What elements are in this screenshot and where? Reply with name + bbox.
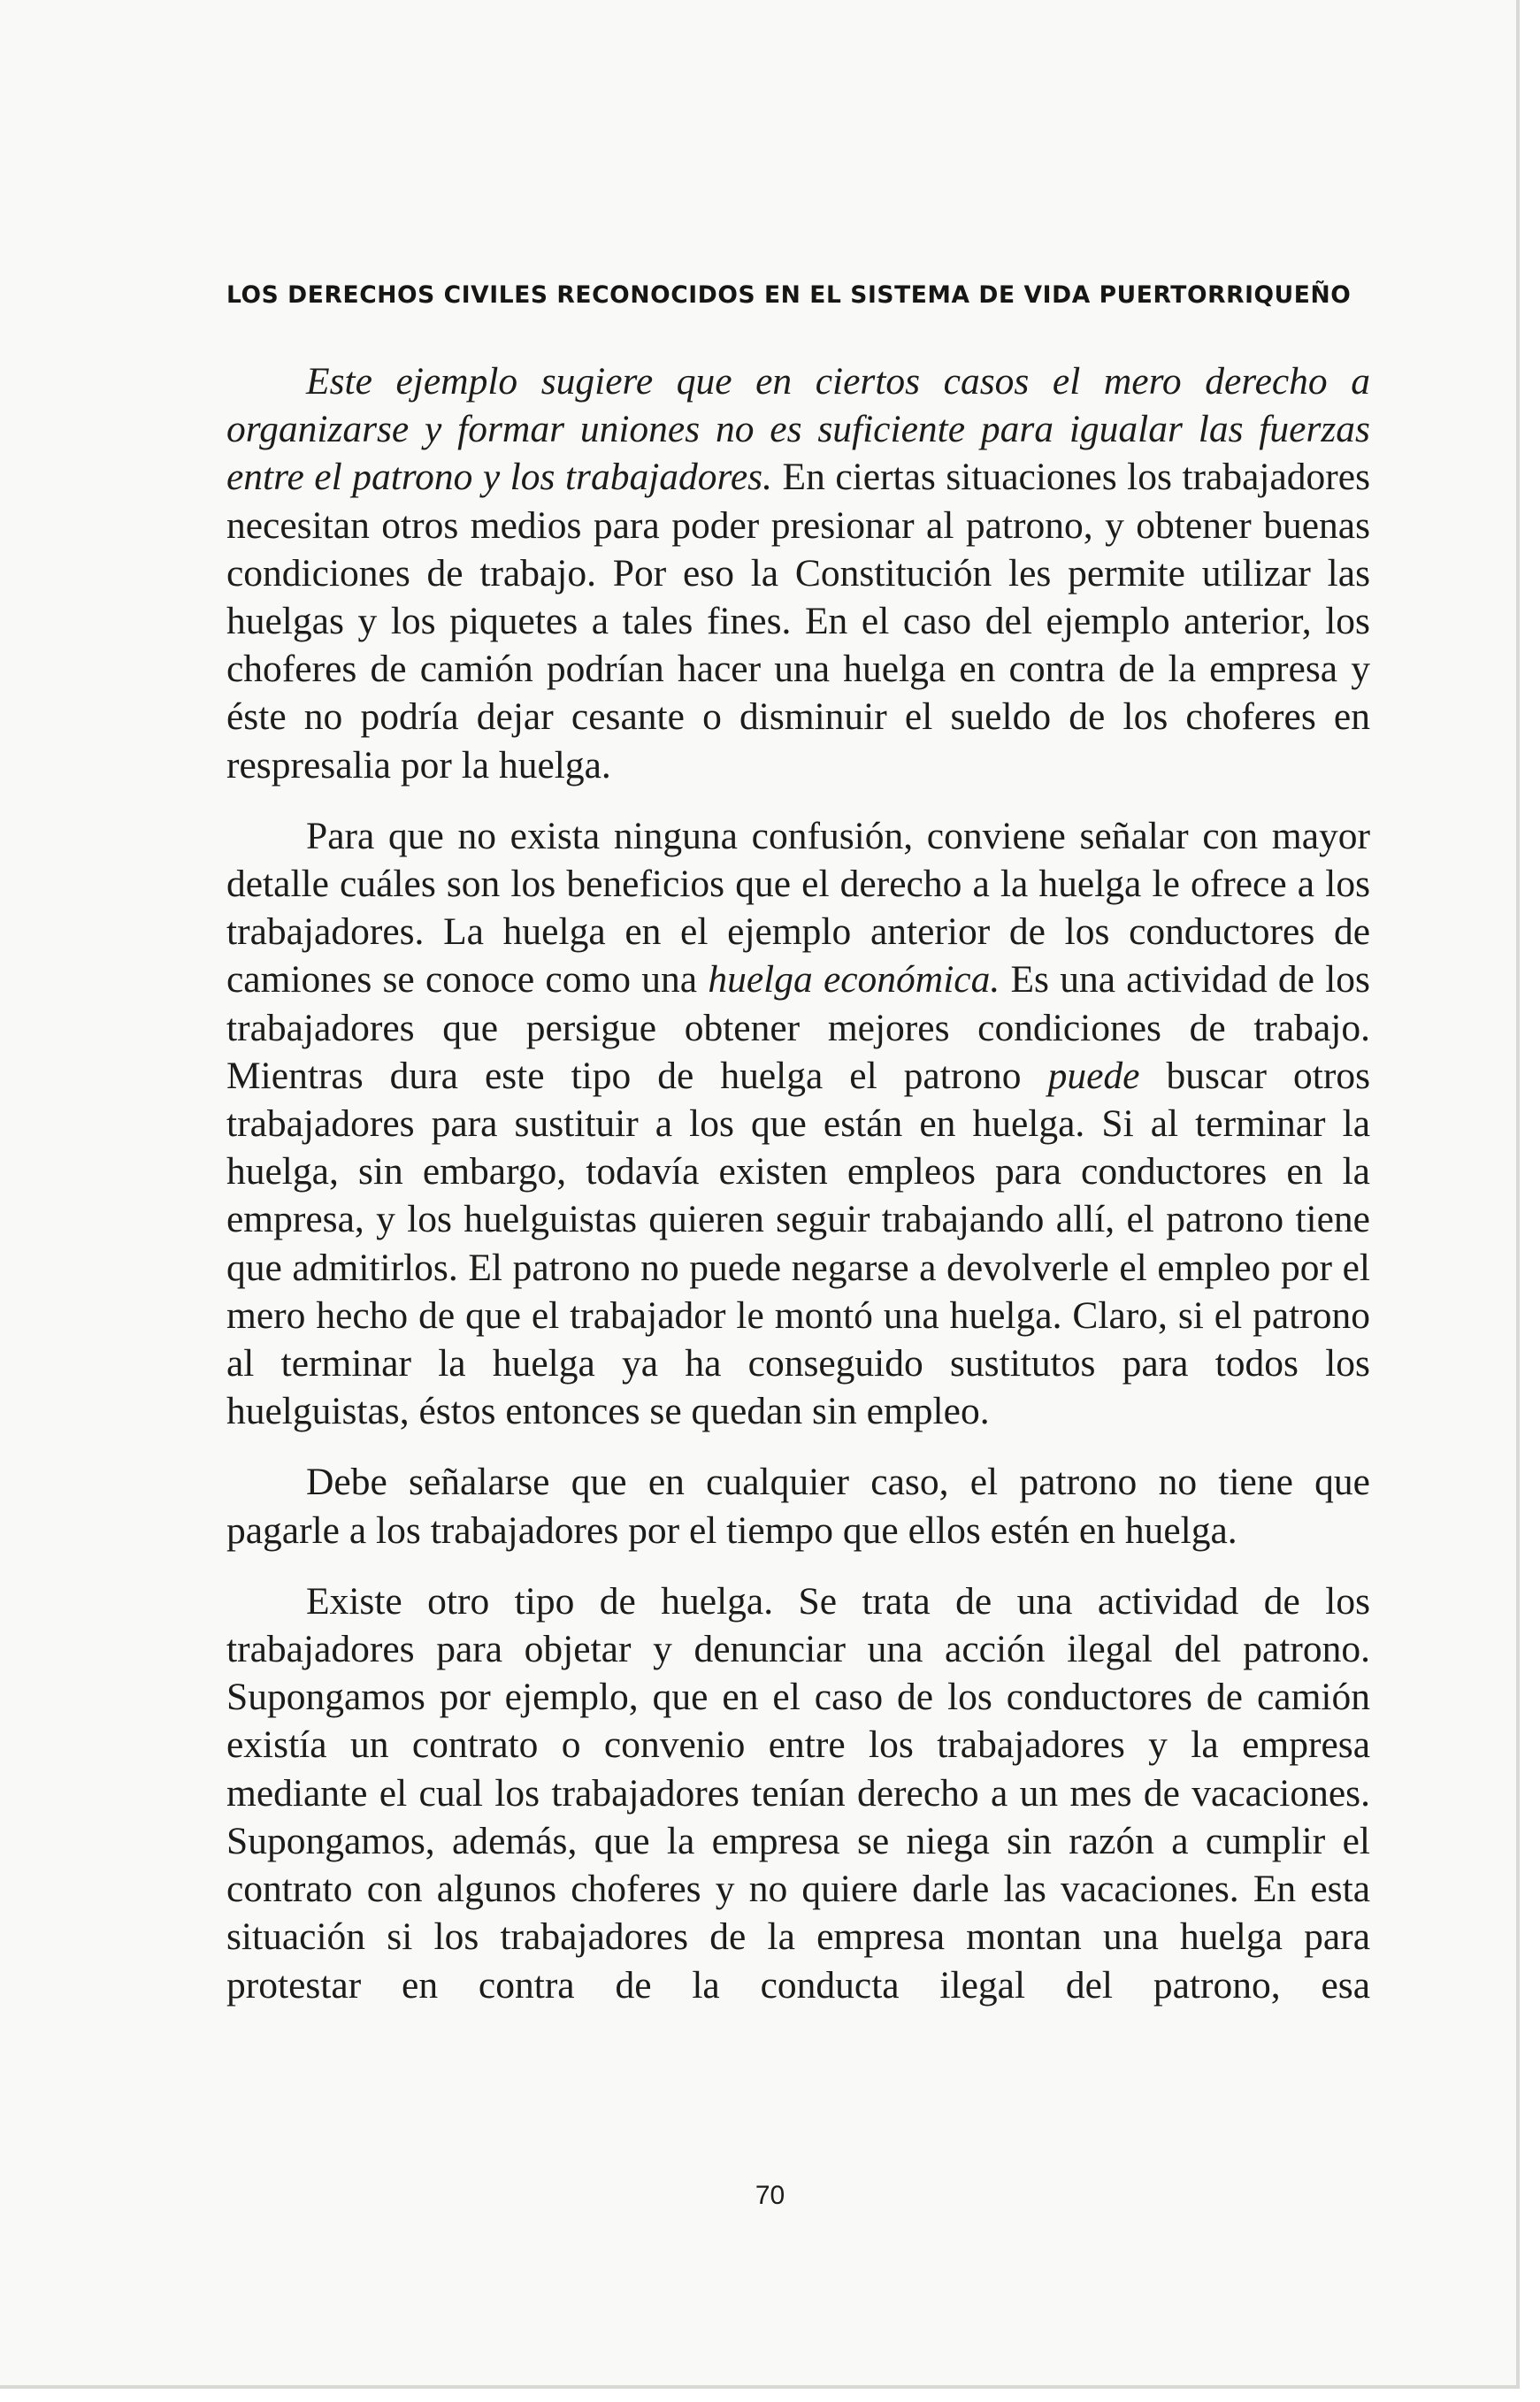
paragraph-2-italic-emphasis: puede (1047, 1054, 1140, 1097)
paragraph-2-text-a: Para que no exista ninguna confusión, conviene señalar con mayor detalle cuáles son los beneficios que el derecho a la huelga le ofrece a los trabajadores. La huelga en el ejemplo anterior de los conductores de camiones se conoce como una (226, 814, 1370, 1001)
paragraph-1-italic: Este ejemplo sugiere que en ciertos casos el mero derecho a organizarse y formar uniones no es suficiente para igualar las fuerzas entre el patrono y los trabajadores. (226, 360, 1370, 499)
paragraph-2-text-b: Es una actividad de los trabajadores que persigue obtener mejores condiciones de trabajo. Mientras dura este tipo de huelga el patrono (226, 958, 1370, 1097)
paragraph-3: Debe señalarse que en cualquier caso, el patrono no tiene que pagarle a los trabajadores por el tiempo que ellos estén en huelga. (226, 1461, 1370, 1552)
paragraph-2 (226, 812, 1370, 1436)
paragraph-2-italic-term: huelga económica. (708, 958, 1000, 1001)
paragraph-4: Existe otro tipo de huelga. Se trata de una actividad de los trabajadores para objetar y denunciar una acción ilegal del patrono. Supongamos por ejemplo, que en el caso de los conductores de camión existía un contrato o convenio entre los trabajadores y la empresa mediante el cual los trabajadores tenían derecho a un mes de vacaciones. Supongamos, además, que la empresa se niega sin razón a cumplir el contrato con algunos choferes y no quiere darle las vacaciones. En esta situación si los trabajadores de la empresa montan una huelga para protestar en contra de la conducta ilegal del patrono, esa (226, 1579, 1370, 2007)
paragraph-2-text-c: buscar otros trabajadores para sustituir a los que están en huelga. Si al terminar la huelga, sin embargo, todavía existen empleos para conductores en la empresa, y los huelguistas quieren seguir trabajando allí, el patrono tiene que admitirlos. El patrono no puede negarse a devolverle el empleo por el mero hecho de que el trabajador le montó una huelga. Claro, si el patrono al terminar la huelga ya ha conseguido sustitutos para todos los huelguistas, éstos entonces se quedan sin empleo. (226, 1054, 1370, 1433)
paragraph-1 (226, 357, 1370, 789)
paragraph-1-text: En ciertas situaciones los trabajadores necesitan otros medios para poder presionar al patrono, y obtener buenas condiciones de trabajo. Por eso la Constitución les permite utilizar las huelgas y los piquetes a tales fines. En el caso del ejemplo anterior, los choferes de camión podrían hacer una huelga en contra de la empresa y éste no podría dejar cesante o disminuir el sueldo de los choferes en respresalia por la huelga. (226, 456, 1370, 787)
running-head: LOS DERECHOS CIVILES RECONOCIDOS EN EL SISTEMA DE VIDA PUERTORRIQUEÑO (226, 281, 1352, 309)
body-text (226, 357, 1370, 2009)
page-number: 70 (755, 2181, 785, 2210)
